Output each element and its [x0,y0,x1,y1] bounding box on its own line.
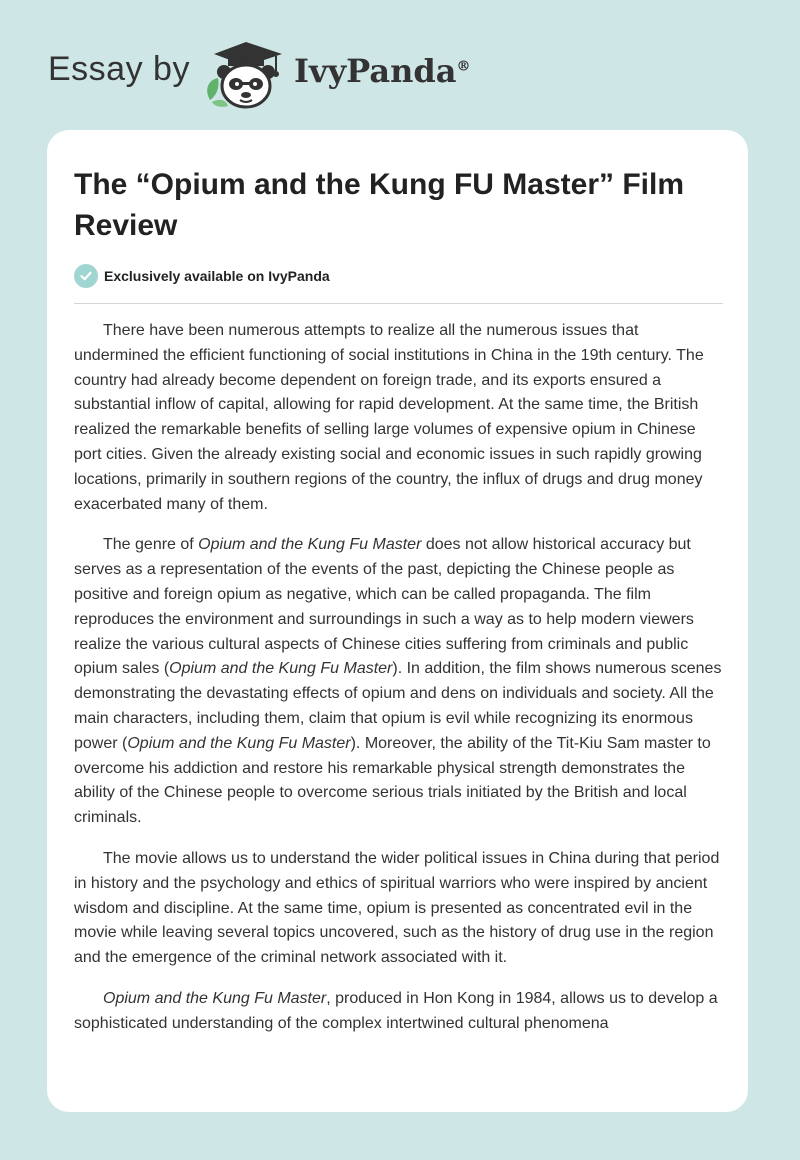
article-body [74,319,724,1053]
film-title-italic: Opium and the Kung Fu Master [169,660,393,678]
paragraph-text: The movie allows us to understand the wider political issues in China during that period in history and the psychology and ethics of spiritual warriors who were inspired by ancient wisdom and discipline. At the same time, opium is presented as concentrated evil in the movie while leaving several topics uncovered, such as the history of drug use in the region and the emergence of the criminal network associated with it. [74,849,720,967]
divider [74,303,723,304]
paragraph-text: ). Moreover, the ability of the Tit-Kiu Sam master to overcome his addiction and restore his remarkable physical strength demonstrates the ability of the Chinese people to overcome serious trials initiated by the British and local criminals. [74,734,711,827]
brand-prefix: Essay by [48,50,190,88]
film-title-italic: Opium and the Kung Fu Master [127,734,351,752]
page-title: The “Opium and the Kung FU Master” Film Review [74,168,685,242]
paragraph [74,987,724,1037]
brand-header [48,30,508,110]
brand-name: IvyPanda® [294,52,471,90]
registered-mark: ® [456,58,471,75]
paragraph-text: The genre of [103,536,199,554]
paragraph [74,847,724,971]
paragraph [74,533,724,831]
essay-card [47,130,748,1112]
paragraph-text: ). In addition, the film shows numerous scenes demonstrating the devastating effects of opium and dens on individuals and society. All the main characters, including them, claim that opium is evil while recognizing its enormous power ( [74,660,722,752]
check-circle-icon [74,264,98,288]
film-title-italic: Opium and the Kung Fu Master [198,536,422,554]
paragraph-text: , produced in Hon Kong in 1984, allows us to develop a sophisticated understanding of the complex intertwined cultural phenomena [74,989,718,1032]
panda-graduate-icon [200,38,290,110]
paragraph [74,319,724,517]
paragraph-text: does not allow historical accuracy but serves as a representation of the events of the past, depicting the Chinese people as positive and foreign opium as negative, which can be called propaganda. The film reproduces the environment and surroundings in such a way as to help modern viewers realize the various cultural aspects of Chinese cities suffering from criminals and public opium sales ( [74,536,694,678]
exclusive-badge [74,264,330,288]
paragraph-text: There have been numerous attempts to realize all the numerous issues that undermined the efficient functioning of social institutions in China in the 19th century. The country had already become dependent on foreign trade, and its exports ensured a substantial inflow of capital, allowing for rapid development. At the same time, the British realized the remarkable benefits of selling large volumes of expensive opium in Chinese port cities. Given the already existing social and economic issues in such rapidly growing locations, primarily in southern regions of the country, the influx of drugs and drug money exacerbated many of them. [74,322,704,513]
badge-text: Exclusively available on IvyPanda [104,268,330,284]
film-title-italic: Opium and the Kung Fu Master [103,989,327,1007]
